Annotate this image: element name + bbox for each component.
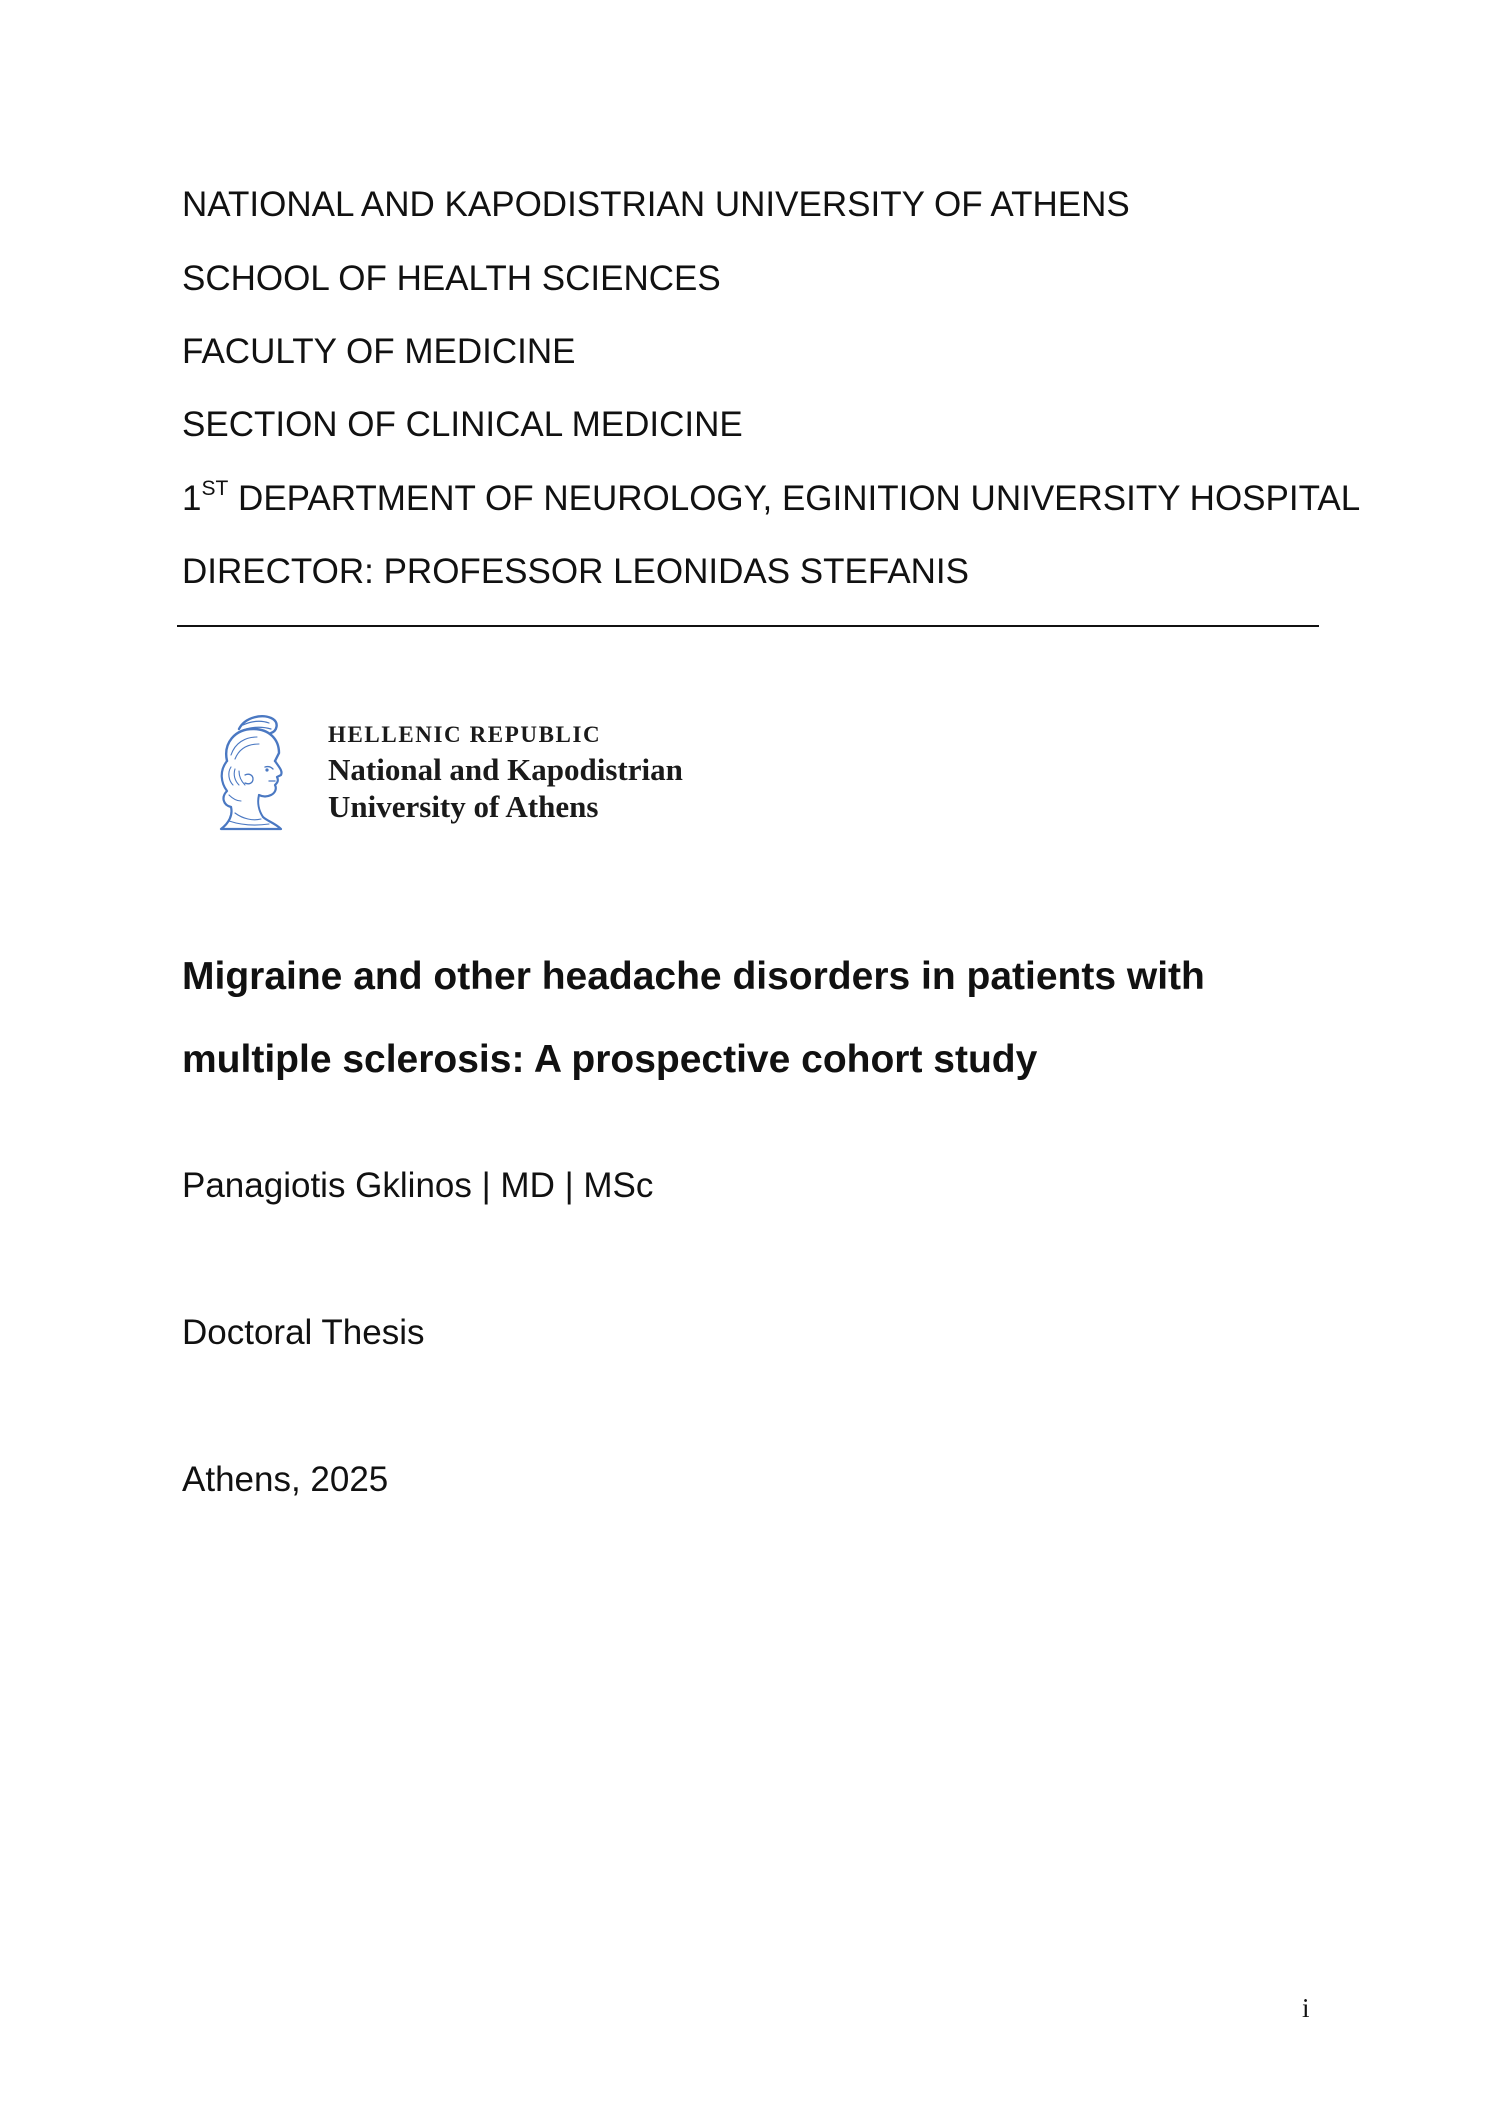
- logo-university-line-1: National and Kapodistrian: [328, 752, 683, 787]
- author-line: Panagiotis Gklinos | MD | MSc: [182, 1166, 654, 1205]
- school-name: SCHOOL OF HEALTH SCIENCES: [182, 259, 721, 298]
- department-name: [182, 477, 1360, 521]
- department-text: DEPARTMENT OF NEUROLOGY, EGINITION UNIVERSITY HOSPITAL: [228, 479, 1361, 518]
- logo-university-line-2: University of Athens: [328, 789, 599, 824]
- header-divider: [177, 625, 1319, 627]
- logo-wordmark: [328, 719, 683, 825]
- logo-republic-text: HELLENIC REPUBLIC: [328, 722, 602, 747]
- university-logo: [205, 705, 765, 835]
- director-line: DIRECTOR: PROFESSOR LEONIDAS STEFANIS: [182, 552, 970, 591]
- athena-head-emblem-icon: [205, 709, 297, 835]
- department-ordinal-suffix: ST: [201, 477, 229, 501]
- place-year: Athens, 2025: [182, 1460, 389, 1499]
- thesis-title-line-2: multiple sclerosis: A prospective cohort study: [182, 1038, 1038, 1081]
- thesis-title-line-1: Migraine and other headache disorders in patients with: [182, 955, 1205, 998]
- thesis-title: [182, 935, 1302, 1101]
- thesis-type: Doctoral Thesis: [182, 1313, 425, 1352]
- section-name: SECTION OF CLINICAL MEDICINE: [182, 405, 743, 444]
- university-name: NATIONAL AND KAPODISTRIAN UNIVERSITY OF ATHENS: [182, 185, 1130, 224]
- page-number: i: [1302, 1993, 1310, 2023]
- faculty-name: FACULTY OF MEDICINE: [182, 332, 576, 371]
- department-ordinal: 1: [182, 479, 202, 518]
